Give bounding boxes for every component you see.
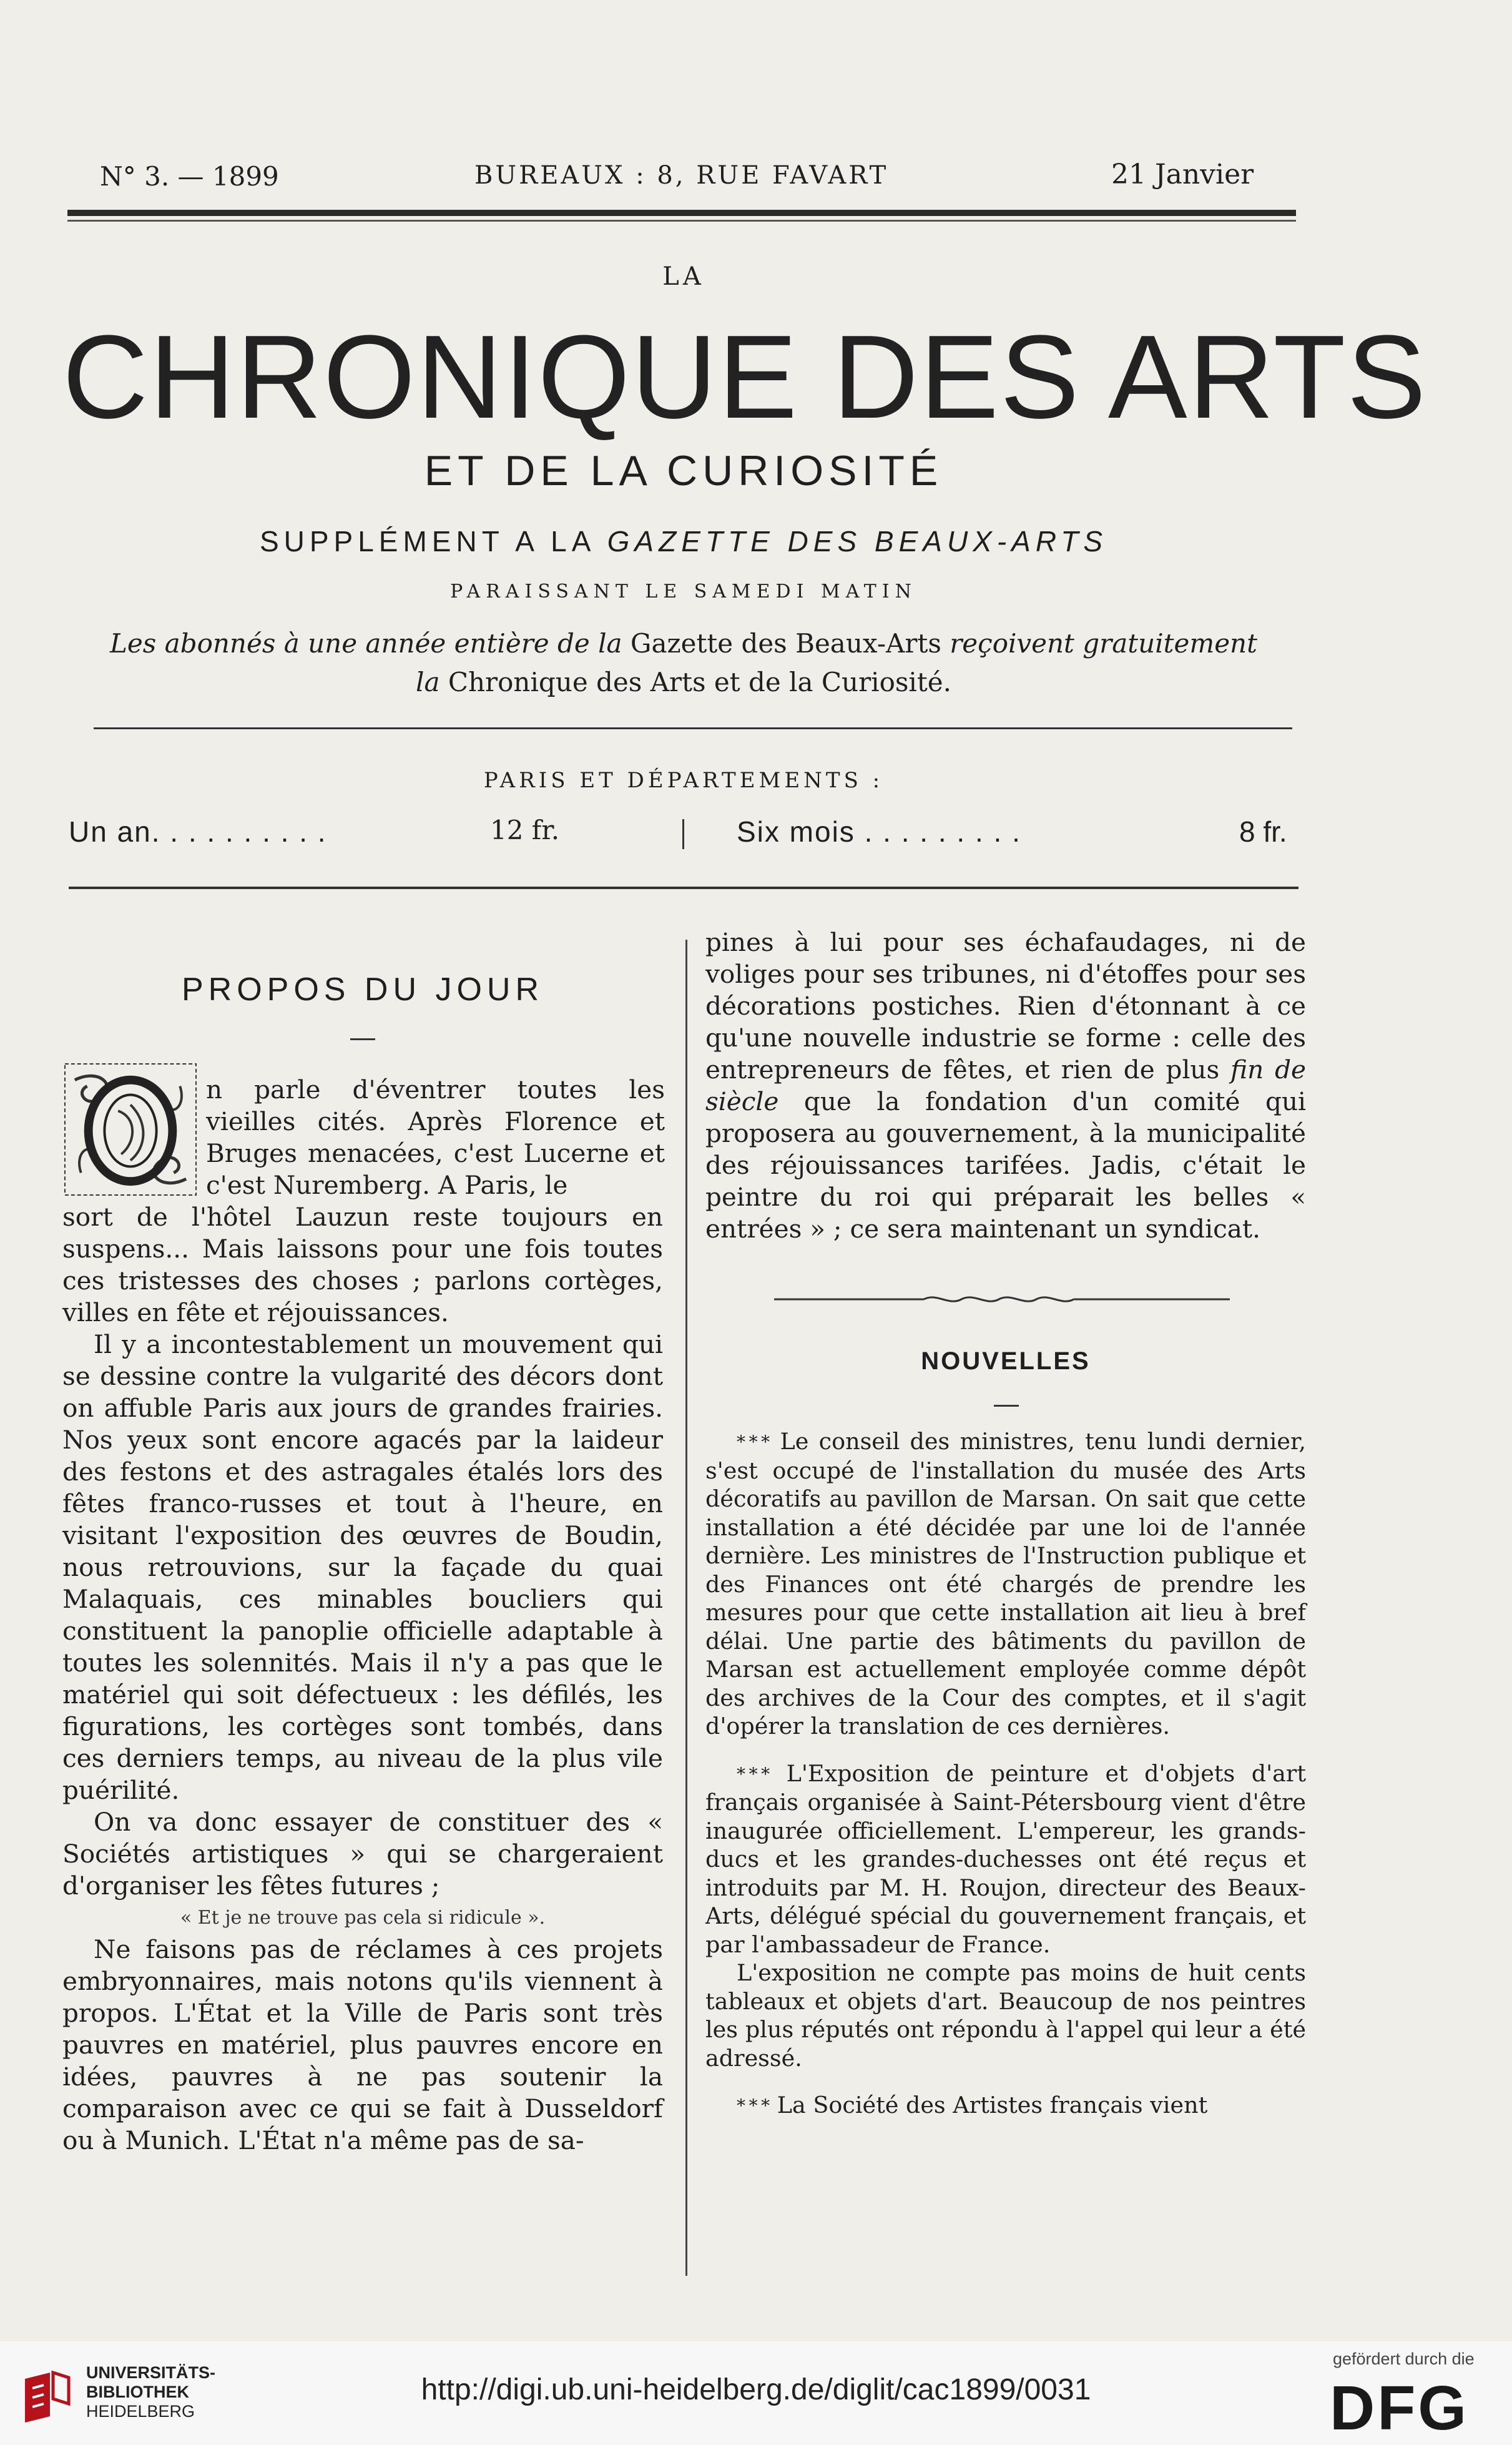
subscriber-note-d: la xyxy=(416,667,448,697)
propos-paragraph-3: On va donc essayer de constituer des « Sociétés artistiques » qui se chargeraient d'organiser les fêtes futures ; xyxy=(62,1807,663,1901)
header-rule xyxy=(67,210,1296,216)
issue-date: 21 Janvier xyxy=(1111,159,1254,190)
masthead-rule xyxy=(94,727,1292,729)
column-divider xyxy=(685,940,687,2276)
ornamental-dropcap-o xyxy=(62,1061,199,1198)
supplement-gazette: GAZETTE DES BEAUX-ARTS xyxy=(607,525,1108,558)
nouvelles-body xyxy=(705,1427,1306,2120)
supplement-prefix: SUPPLÉMENT A LA xyxy=(259,525,607,558)
propos-paragraph-1: sort de l'hôtel Lauzun reste toujours en suspens... Mais laissons pour une fois toutes ces tristesses des choses ; parlons cortèges, villes en fête et réjouissances. xyxy=(62,1202,663,1327)
masthead-subtitle: ET DE LA CURIOSITÉ xyxy=(424,447,943,494)
propos-p5-a: pines à lui pour ses échafaudages, ni de voliges pour ses tribunes, ni d'étoffes pour ses décorations postiches. Rien d'étonnant à ce qu'une nouvelle industrie se forme : celle des entrepreneurs de fêtes, et rien de plus xyxy=(705,927,1306,1085)
asterism: * * * xyxy=(737,2095,770,2116)
propos-p5-italic: fin de siècle xyxy=(705,1055,1306,1116)
price-separator xyxy=(682,819,684,849)
subscriber-note-a: Les abonnés à une année entière de la xyxy=(110,628,631,659)
propos-p5-b: que la fondation d'un comité qui proposera au gouvernement, à la municipalité des réjouissances tarifées. Jadis, c'était le peintre du roi qui préparait les belles « entrées » ; ce sera maintenant un syndicat. xyxy=(705,1086,1306,1244)
news-item-1 xyxy=(705,1427,1306,1741)
asterism: * * * xyxy=(737,1763,770,1784)
masthead-la: LA xyxy=(662,262,705,291)
bureaux-address: BUREAUX : 8, RUE FAVART xyxy=(474,161,889,190)
propos-paragraph-2: Il y a incontestablement un mouvement qui se dessine contre la vulgarité des décors dont on affuble Paris aux jours de grandes frairies. Nos yeux sont encore agacés par la laideur des festons et des astragales étalés lors des fêtes franco-russes et tout à l'heure, en visitant l'exposition des œuvres de Boudin, nous retrouvions, sur la façade du quai Malaquais, ces minables boucliers qui constituent la panoplie officielle adaptable à toutes les solennités. Mais il n'y a pas que le matériel qui soit défectueux : les défilés, les figurations, les cortèges sont tombés, dans ces derniers temps, au niveau de la plus vile puérilité. xyxy=(62,1329,663,1805)
propos-title: PROPOS DU JOUR xyxy=(181,972,544,1008)
propos-body xyxy=(62,1201,663,2157)
news-item-2-continued: L'exposition ne compte pas moins de huit cents tableaux et objets d'art. Beaucoup de nos peintres les plus réputés ont répondu à l'appel qui leur a été adressé. xyxy=(705,1959,1306,2072)
nouvelles-dash xyxy=(994,1405,1019,1407)
propos-drop-lines: n parle d'éventrer toutes les vieilles cités. Après Florence et Bruges menacées, c'est Lucerne et c'est Nuremberg. A Paris, le xyxy=(206,1075,665,1200)
pricing-rule xyxy=(69,887,1298,889)
subscriber-note-b: Gazette des Beaux-Arts xyxy=(630,628,950,659)
news-item-3-text: La Société des Artistes français vient xyxy=(777,2092,1208,2118)
title-dash xyxy=(350,1038,375,1040)
header-rule-thin xyxy=(67,220,1296,222)
news-item-3 xyxy=(705,2091,1306,2120)
price-half-value: 8 fr. xyxy=(1239,815,1287,848)
library-line-3: HEIDELBERG xyxy=(86,2402,195,2421)
library-line-1: UNIVERSITÄTS- xyxy=(86,2363,216,2382)
propos-quote: « Et je ne trouve pas cela si ridicule ». xyxy=(180,1907,546,1929)
news-item-2-text: L'Exposition de peinture et d'objets d'art français organisée à Saint-Pétersbourg vient d'être inaugurée officiellement. L'empereur, les grands-ducs et les grandes-duchesses ont été reçus et introduits par M. H. Roujon, directeur des Beaux-Arts, délégué spécial du gouvernement français, et par l'ambassadeur de France. xyxy=(705,1759,1306,1958)
propos-continuation xyxy=(705,927,1306,1245)
supplement-line xyxy=(0,524,1367,558)
propos-paragraph-5 xyxy=(705,927,1306,1245)
price-year-value: 12 fr. xyxy=(490,815,560,845)
news-item-1-text: Le conseil des ministres, tenu lundi dernier, s'est occupé de l'installation du musée des Arts décoratifs au pavillon de Marsan. On sait que cette installation a été décidée par une loi de l'année dernière. Les ministres de l'Instruction publique et des Finances ont été chargés de prendre les mesures pour que cette installation ait lieu à bref délai. Une partie des bâtiments du pavillon de Marsan est actuellement employée comme dépôt des archives de la Cour des comptes, et il s'agit d'opérer la translation de ces dernières. xyxy=(705,1428,1306,1739)
publication-schedule: PARAISSANT LE SAMEDI MATIN xyxy=(450,581,917,603)
subscriber-note-c: reçoivent gratuitement xyxy=(950,628,1257,659)
pricing-heading: PARIS ET DÉPARTEMENTS : xyxy=(483,768,884,793)
subscriber-note-e: Chronique des Arts et de la Curiosité. xyxy=(448,667,951,697)
price-half-label: Six mois . . . . . . . . . xyxy=(737,815,1021,848)
section-ornament xyxy=(774,1294,1230,1305)
funded-by-label: gefördert durch die xyxy=(1333,2349,1475,2368)
library-line-2: BIBLIOTHEK xyxy=(86,2383,189,2401)
propos-paragraph-4: Ne faisons pas de réclames à ces projets embryonnaires, mais notons qu'ils viennent à propos. L'État et la Ville de Paris sont très pauvres en matériel, plus pauvres encore en idées, pauvres à ne pas soutenir la comparaison avec ce qui se fait à Dusseldorf ou à Munich. L'État n'a même pas de sa- xyxy=(62,1934,663,2155)
subscriber-note xyxy=(0,624,1367,702)
dfg-logo: DFG xyxy=(1330,2373,1470,2443)
masthead-title: CHRONIQUE DES ARTS xyxy=(62,311,1428,443)
asterism: * * * xyxy=(737,1432,770,1452)
issue-number: N° 3. — 1899 xyxy=(100,161,279,192)
nouvelles-title: NOUVELLES xyxy=(921,1347,1091,1375)
source-url-link[interactable]: http://digi.ub.uni-heidelberg.de/diglit/cac1899/0031 xyxy=(421,2373,1091,2406)
news-item-2 xyxy=(705,1759,1306,1959)
price-year-label: Un an. . . . . . . . . . xyxy=(69,815,327,848)
